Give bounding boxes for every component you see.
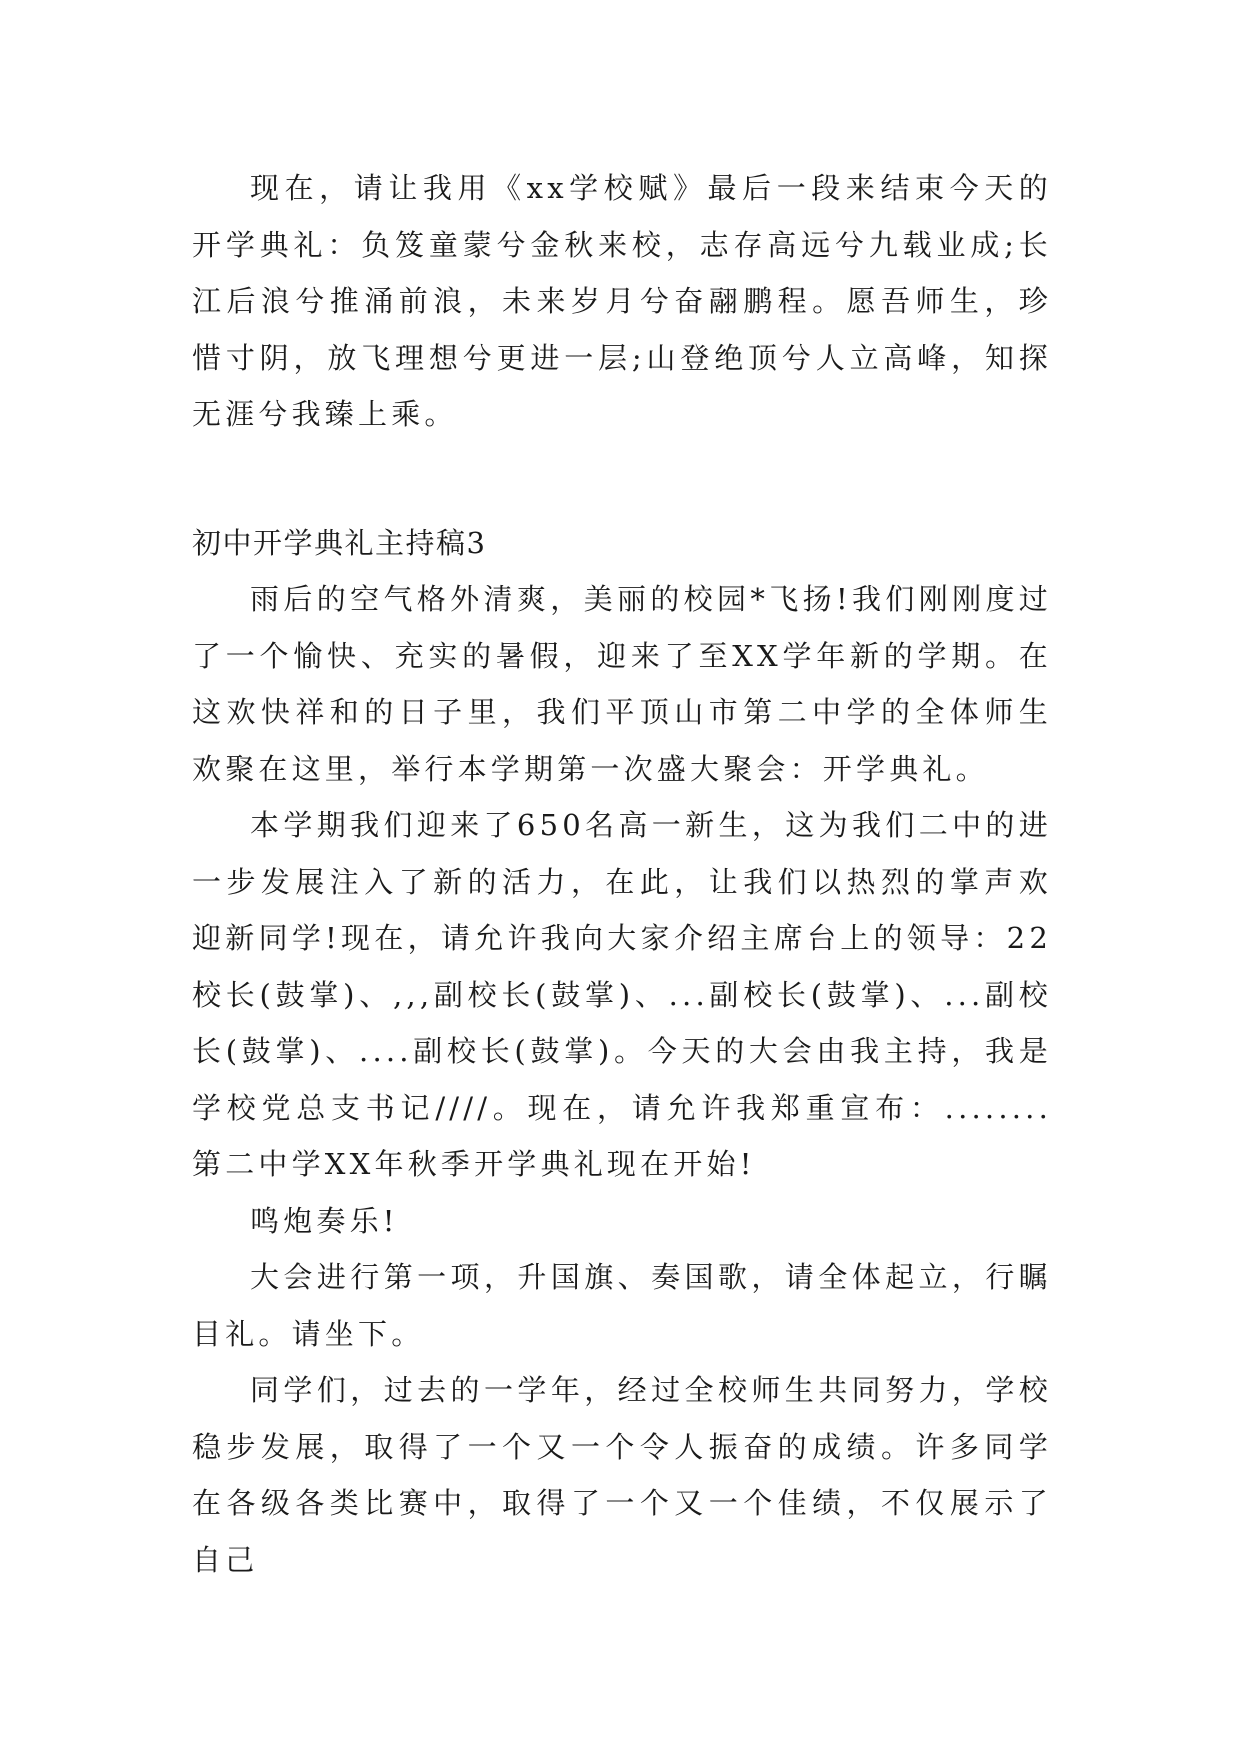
body-paragraph-2: 本学期我们迎来了650名高一新生，这为我们二中的进一步发展注入了新的活力，在此，让我们以热烈的掌声欢迎新同学!现在，请允许我向大家介绍主席台上的领导：22校长(鼓掌)、,,,副校长(鼓掌)、...副校长(鼓掌)、...副校长(鼓掌)、....副校长(鼓掌)。今天的大会由我主持，我是学校党总支书记////。现在，请允许我郑重宣布：........第二中学XX年秋季开学典礼现在开始! (192, 808, 1052, 1181)
section-title: 初中开学典礼主持稿3 (192, 525, 487, 560)
intro-paragraph: 现在，请让我用《xx学校赋》最后一段来结束今天的开学典礼：负笈童蒙兮金秋来校，志存高远兮九载业成;长江后浪兮推涌前浪，未来岁月兮奋翮鹏程。愿吾师生，珍惜寸阴，放飞理想兮更进一层;山登绝顶兮人立高峰，知探无涯兮我臻上乘。 (192, 171, 1052, 431)
body-paragraph-4: 大会进行第一项，升国旗、奏国歌，请全体起立，行瞩目礼。请坐下。 (192, 1260, 1052, 1351)
document-page (192, 160, 1052, 1588)
section-spacer (192, 443, 1052, 515)
body-paragraph-5: 同学们，过去的一学年，经过全校师生共同努力，学校稳步发展，取得了一个又一个令人振奋的成绩。许多同学在各级各类比赛中，取得了一个又一个佳绩，不仅展示了自己 (192, 1373, 1052, 1577)
body-paragraph-1: 雨后的空气格外清爽，美丽的校园*飞扬!我们刚刚度过了一个愉快、充实的暑假，迎来了至XX学年新的学期。在这欢快祥和的日子里，我们平顶山市第二中学的全体师生欢聚在这里，举行本学期第一次盛大聚会：开学典礼。 (192, 582, 1052, 786)
body-paragraph-3: 鸣炮奏乐! (250, 1203, 399, 1238)
